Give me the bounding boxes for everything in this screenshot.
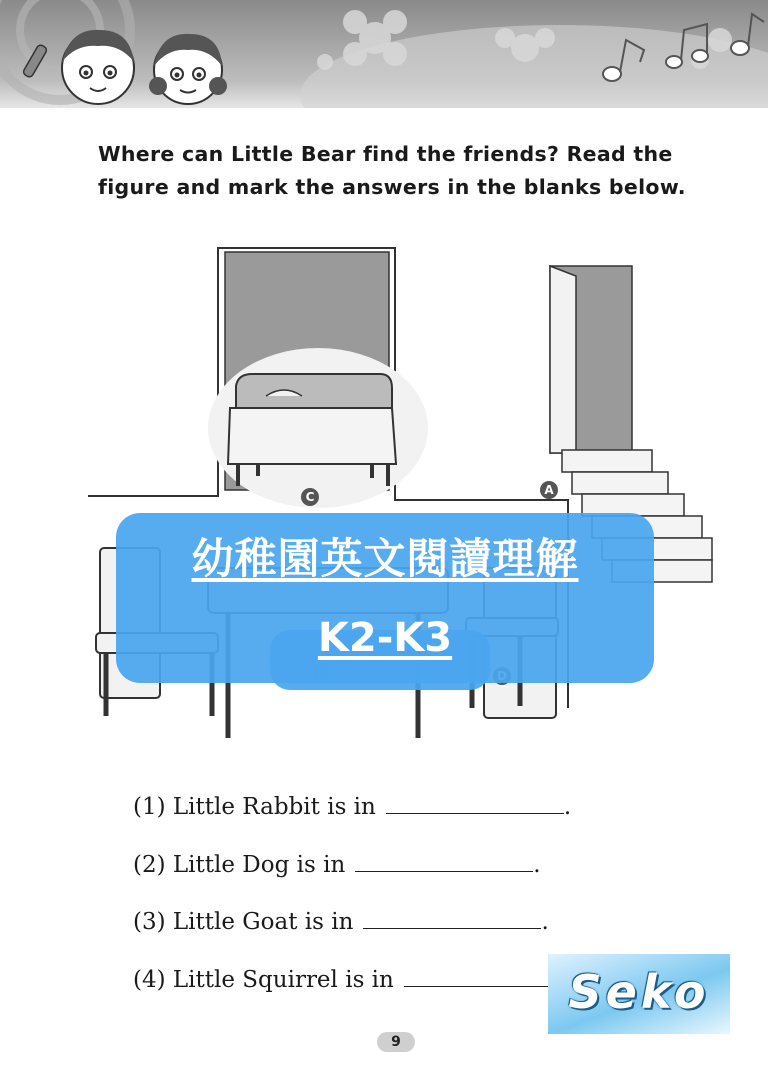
banner-subtitle: K2-K3 [317,615,453,661]
question-text: Little Goat is in [172,909,354,935]
answer-blank[interactable] [386,791,564,814]
seko-logo [548,954,730,1034]
logo-text: Seko [568,965,710,1019]
question-number: (1) [133,794,166,820]
question-end: . [563,794,572,820]
question-text: Little Dog is in [172,851,346,878]
page-number: 9 [377,1032,415,1052]
question-number: (3) [133,909,166,935]
question-number: (4) [133,966,166,993]
answer-blank[interactable] [355,849,533,872]
question-item [133,903,733,961]
label-a: A [544,483,554,497]
instruction-text: Where can Little Bear find the friends? Read the figure and mark the answers in the blanks below. [98,142,686,199]
answer-blank[interactable] [363,906,541,929]
question-end: . [533,851,541,878]
label-c: C [305,490,315,504]
question-end: . [541,909,549,935]
question-item [133,846,733,904]
question-text: Little Rabbit is in [172,794,376,820]
banner-title: 幼稚園英文閱讀理解 [191,534,579,583]
header-decoration [0,0,768,108]
question-item [133,788,733,846]
question-text: Little Squirrel is in [172,966,394,993]
question-number: (2) [133,851,166,878]
page-header [0,0,768,108]
girl-cartoon-icon [149,34,227,104]
